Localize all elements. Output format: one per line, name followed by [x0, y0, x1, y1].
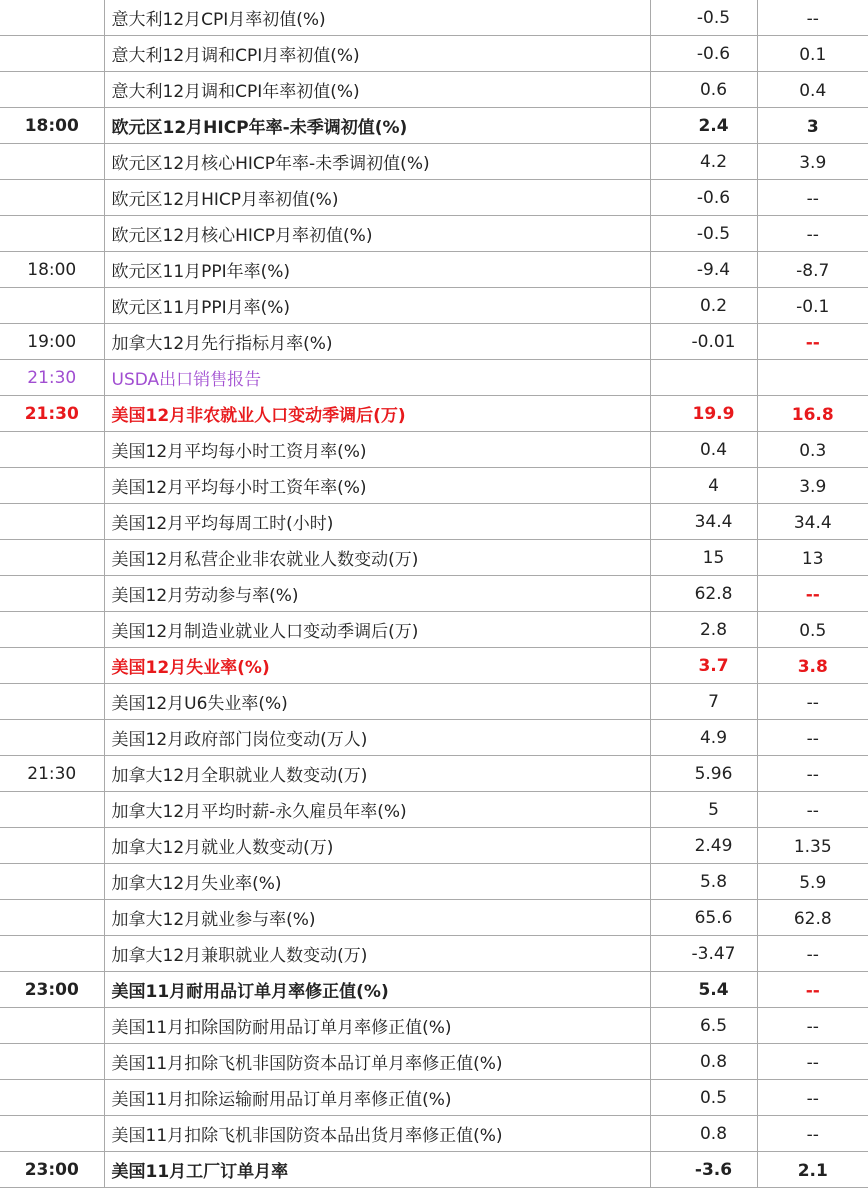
event-name: 加拿大12月平均时薪-永久雇员年率(%): [104, 792, 650, 828]
forecast-value: --: [757, 1008, 868, 1044]
event-name: 美国12月私营企业非农就业人数变动(万): [104, 540, 650, 576]
forecast-value: -8.7: [757, 252, 868, 288]
previous-value: -0.01: [650, 324, 757, 360]
event-time: [0, 576, 104, 612]
table-row: [0, 684, 868, 720]
previous-value: 0.6: [650, 72, 757, 108]
event-name: 意大利12月调和CPI月率初值(%): [104, 36, 650, 72]
event-name: 美国12月政府部门岗位变动(万人): [104, 720, 650, 756]
table-row: [0, 1080, 868, 1116]
table-row: [0, 252, 868, 288]
previous-value: 2.4: [650, 108, 757, 144]
forecast-value: 2.1: [757, 1152, 868, 1188]
event-name: 意大利12月CPI月率初值(%): [104, 0, 650, 36]
event-time: [0, 864, 104, 900]
table-row: [0, 612, 868, 648]
event-time: 23:00: [0, 1152, 104, 1188]
previous-value: 5.96: [650, 756, 757, 792]
event-time: [0, 540, 104, 576]
table-row: [0, 108, 868, 144]
previous-value: -3.6: [650, 1152, 757, 1188]
previous-value: 2.49: [650, 828, 757, 864]
event-name: 意大利12月调和CPI年率初值(%): [104, 72, 650, 108]
previous-value: 2.8: [650, 612, 757, 648]
forecast-value: --: [757, 1080, 868, 1116]
event-time: 18:00: [0, 108, 104, 144]
event-name: 美国12月平均每小时工资月率(%): [104, 432, 650, 468]
table-row: [0, 576, 868, 612]
event-time: [0, 1008, 104, 1044]
event-time: [0, 288, 104, 324]
event-time: [0, 720, 104, 756]
forecast-value: 62.8: [757, 900, 868, 936]
table-row: [0, 288, 868, 324]
previous-value: 62.8: [650, 576, 757, 612]
table-row: [0, 756, 868, 792]
event-time: [0, 504, 104, 540]
forecast-value: 3.9: [757, 468, 868, 504]
event-name: USDA出口销售报告: [104, 360, 650, 396]
event-name: 加拿大12月失业率(%): [104, 864, 650, 900]
event-time: [0, 936, 104, 972]
event-name: 加拿大12月先行指标月率(%): [104, 324, 650, 360]
table-row: [0, 864, 868, 900]
event-time: [0, 0, 104, 36]
forecast-value: --: [757, 792, 868, 828]
forecast-value: --: [757, 936, 868, 972]
previous-value: -9.4: [650, 252, 757, 288]
event-name: 美国11月扣除飞机非国防资本品出货月率修正值(%): [104, 1116, 650, 1152]
event-name: 加拿大12月兼职就业人数变动(万): [104, 936, 650, 972]
previous-value: 19.9: [650, 396, 757, 432]
table-row: [0, 1008, 868, 1044]
table-row: [0, 504, 868, 540]
event-time: 21:30: [0, 756, 104, 792]
event-name: 加拿大12月就业人数变动(万): [104, 828, 650, 864]
forecast-value: --: [757, 180, 868, 216]
event-time: [0, 648, 104, 684]
forecast-value: --: [757, 0, 868, 36]
forecast-value: --: [757, 720, 868, 756]
event-time: 21:30: [0, 360, 104, 396]
event-name: 美国12月劳动参与率(%): [104, 576, 650, 612]
forecast-value: --: [757, 1044, 868, 1080]
forecast-value: 1.35: [757, 828, 868, 864]
event-time: [0, 684, 104, 720]
table-row: [0, 360, 868, 396]
event-name: 欧元区11月PPI月率(%): [104, 288, 650, 324]
event-time: [0, 144, 104, 180]
table-row: [0, 648, 868, 684]
table-row: [0, 468, 868, 504]
previous-value: 34.4: [650, 504, 757, 540]
event-name: 加拿大12月就业参与率(%): [104, 900, 650, 936]
event-name: 美国12月制造业就业人口变动季调后(万): [104, 612, 650, 648]
forecast-value: 3.9: [757, 144, 868, 180]
forecast-value: --: [757, 576, 868, 612]
event-time: [0, 900, 104, 936]
table-row: [0, 72, 868, 108]
forecast-value: 0.5: [757, 612, 868, 648]
table-row: [0, 540, 868, 576]
event-name: 美国12月失业率(%): [104, 648, 650, 684]
forecast-value: 34.4: [757, 504, 868, 540]
event-time: 18:00: [0, 252, 104, 288]
previous-value: -0.6: [650, 180, 757, 216]
event-time: [0, 1080, 104, 1116]
forecast-value: -0.1: [757, 288, 868, 324]
table-row: [0, 972, 868, 1008]
event-time: [0, 612, 104, 648]
previous-value: 5.4: [650, 972, 757, 1008]
event-time: [0, 72, 104, 108]
previous-value: [650, 360, 757, 396]
previous-value: 5.8: [650, 864, 757, 900]
event-name: 欧元区12月核心HICP年率-未季调初值(%): [104, 144, 650, 180]
previous-value: -3.47: [650, 936, 757, 972]
previous-value: 0.5: [650, 1080, 757, 1116]
forecast-value: --: [757, 324, 868, 360]
forecast-value: 16.8: [757, 396, 868, 432]
forecast-value: --: [757, 1116, 868, 1152]
forecast-value: [757, 360, 868, 396]
previous-value: 0.8: [650, 1116, 757, 1152]
forecast-value: 0.3: [757, 432, 868, 468]
event-name: 欧元区12月HICP年率-未季调初值(%): [104, 108, 650, 144]
forecast-value: 3.8: [757, 648, 868, 684]
event-time: 21:30: [0, 396, 104, 432]
event-time: [0, 828, 104, 864]
forecast-value: --: [757, 972, 868, 1008]
event-time: [0, 432, 104, 468]
table-row: [0, 324, 868, 360]
event-time: [0, 468, 104, 504]
previous-value: 0.2: [650, 288, 757, 324]
forecast-value: 3: [757, 108, 868, 144]
previous-value: 0.8: [650, 1044, 757, 1080]
event-name: 加拿大12月全职就业人数变动(万): [104, 756, 650, 792]
previous-value: 4: [650, 468, 757, 504]
table-row: [0, 216, 868, 252]
event-name: 欧元区12月核心HICP月率初值(%): [104, 216, 650, 252]
event-time: [0, 216, 104, 252]
forecast-value: 0.4: [757, 72, 868, 108]
previous-value: 0.4: [650, 432, 757, 468]
table-row: [0, 900, 868, 936]
table-row: [0, 36, 868, 72]
forecast-value: 5.9: [757, 864, 868, 900]
forecast-value: --: [757, 216, 868, 252]
table-row: [0, 0, 868, 36]
event-time: [0, 36, 104, 72]
event-name: 欧元区11月PPI年率(%): [104, 252, 650, 288]
previous-value: 15: [650, 540, 757, 576]
forecast-value: 0.1: [757, 36, 868, 72]
table-row: [0, 180, 868, 216]
forecast-value: --: [757, 684, 868, 720]
table-row: [0, 1116, 868, 1152]
event-name: 美国11月扣除运输耐用品订单月率修正值(%): [104, 1080, 650, 1116]
event-name: 美国11月扣除飞机非国防资本品订单月率修正值(%): [104, 1044, 650, 1080]
previous-value: -0.6: [650, 36, 757, 72]
previous-value: 4.9: [650, 720, 757, 756]
table-row: [0, 432, 868, 468]
forecast-value: --: [757, 756, 868, 792]
event-time: 23:00: [0, 972, 104, 1008]
event-name: 美国12月U6失业率(%): [104, 684, 650, 720]
event-time: [0, 1044, 104, 1080]
previous-value: 4.2: [650, 144, 757, 180]
table-row: [0, 1152, 868, 1188]
previous-value: 7: [650, 684, 757, 720]
table-row: [0, 828, 868, 864]
event-name: 美国12月平均每小时工资年率(%): [104, 468, 650, 504]
table-row: [0, 396, 868, 432]
table-row: [0, 792, 868, 828]
table-row: [0, 144, 868, 180]
event-name: 欧元区12月HICP月率初值(%): [104, 180, 650, 216]
table-row: [0, 936, 868, 972]
event-name: 美国11月耐用品订单月率修正值(%): [104, 972, 650, 1008]
previous-value: 5: [650, 792, 757, 828]
previous-value: -0.5: [650, 0, 757, 36]
event-time: [0, 792, 104, 828]
event-name: 美国11月工厂订单月率: [104, 1152, 650, 1188]
previous-value: 6.5: [650, 1008, 757, 1044]
event-name: 美国11月扣除国防耐用品订单月率修正值(%): [104, 1008, 650, 1044]
event-time: 19:00: [0, 324, 104, 360]
previous-value: -0.5: [650, 216, 757, 252]
table-row: [0, 720, 868, 756]
event-name: 美国12月平均每周工时(小时): [104, 504, 650, 540]
event-name: 美国12月非农就业人口变动季调后(万): [104, 396, 650, 432]
previous-value: 3.7: [650, 648, 757, 684]
previous-value: 65.6: [650, 900, 757, 936]
table-row: [0, 1044, 868, 1080]
event-time: [0, 180, 104, 216]
event-time: [0, 1116, 104, 1152]
forecast-value: 13: [757, 540, 868, 576]
